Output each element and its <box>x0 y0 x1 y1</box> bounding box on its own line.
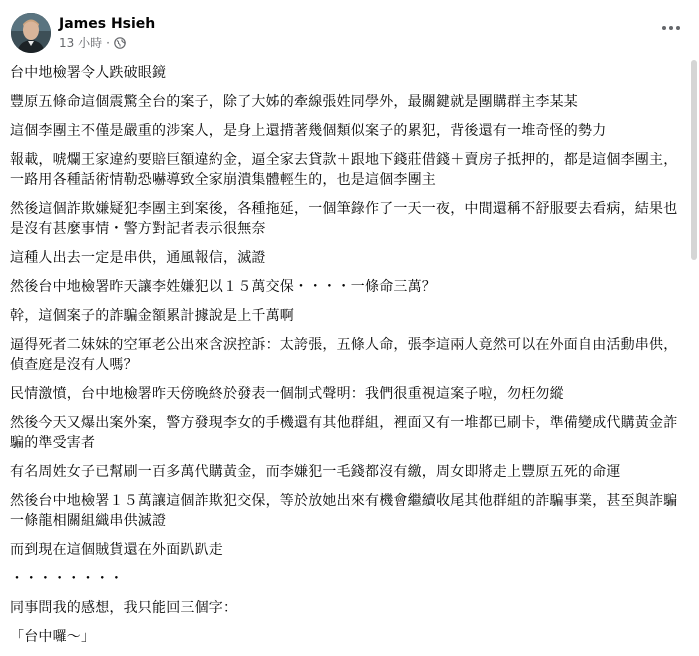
post-paragraph: 這種人出去一定是串供，通風報信，滅證 <box>10 250 266 266</box>
post-paragraph: 台中地檢署令人跌破眼鏡 <box>10 65 167 81</box>
more-horizontal-icon <box>662 26 666 30</box>
post-paragraph: 豐原五條命這個震驚全台的案子，除了大姊的牽線張姓同學外，最關鍵就是團購群主李某某 <box>10 94 578 110</box>
post-paragraph: 然後台中地檢署昨天讓李姓嫌犯以１５萬交保・・・・一條命三萬？ <box>10 279 436 295</box>
post-paragraph: 報載，唬爛王家違約要賠巨額違約金，逼全家去貸款＋跟地下錢莊借錢＋賣房子抵押的，都是這個李團主，一路用各種話術情勒恐嚇導致全家崩潰集體輕生的，也是這個李團主 <box>10 152 678 188</box>
more-horizontal-icon <box>669 26 673 30</box>
avatar-image <box>11 13 51 53</box>
post-paragraph: 然後台中地檢署１５萬讓這個詐欺犯交保，等於放她出來有機會繼續收尾其他群組的詐騙事業，甚至與詐騙一條龍相關組織串供滅證 <box>10 493 678 529</box>
post-subline <box>59 35 155 51</box>
more-horizontal-icon <box>676 26 680 30</box>
scrollbar[interactable] <box>691 60 697 260</box>
post-paragraph: 幹，這個案子的詐騙金額累計據說是上千萬啊 <box>10 308 294 324</box>
post-paragraph: 逼得死者二妹妹的空軍老公出來含淚控訴：太誇張，五條人命，張李這兩人竟然可以在外面自由活動串供，偵查庭是沒有人嗎？ <box>10 337 678 373</box>
avatar[interactable] <box>11 13 51 53</box>
post-paragraph: 有名周姓女子已幫刷一百多萬代購黃金，而李嫌犯一毛錢都沒有繳，周女即將走上豐原五死的命運 <box>10 464 621 480</box>
post-paragraph: 然後今天又爆出案外案，警方發現李女的手機還有其他群組，裡面又有一堆都已刷卡，準備變成代購黃金詐騙的準受害者 <box>10 415 678 451</box>
post-paragraph: 而到現在這個賊貨還在外面趴趴走 <box>10 542 223 558</box>
post-timestamp[interactable]: 13 小時 <box>59 36 103 50</box>
post-body <box>10 63 680 656</box>
post-paragraph: 民情激憤，台中地檢署昨天傍晚終於發表一個制式聲明：我們很重視這案子啦，勿枉勿縱 <box>10 386 564 402</box>
author-name[interactable]: James Hsieh <box>59 16 156 32</box>
more-options-button[interactable] <box>657 18 685 38</box>
separator-dot: · <box>106 36 110 50</box>
post-header <box>11 11 155 55</box>
post-paragraph: 然後這個詐欺嫌疑犯李團主到案後，各種拖延，一個筆錄作了一天一夜，中間還稱不舒服要去看病，結果也是沒有甚麼事情・警方對記者表示很無奈 <box>10 201 678 237</box>
globe-icon[interactable] <box>114 37 126 49</box>
post-meta <box>59 15 155 51</box>
post-paragraph: 「台中囉～」 <box>10 629 96 645</box>
post-paragraph: ・・・・・・・・ <box>10 571 124 587</box>
post-paragraph: 同事問我的感想，我只能回三個字： <box>10 600 238 616</box>
post-paragraph: 這個李團主不僅是嚴重的涉案人，是身上還揹著幾個類似案子的累犯，背後還有一堆奇怪的勢力 <box>10 123 607 139</box>
